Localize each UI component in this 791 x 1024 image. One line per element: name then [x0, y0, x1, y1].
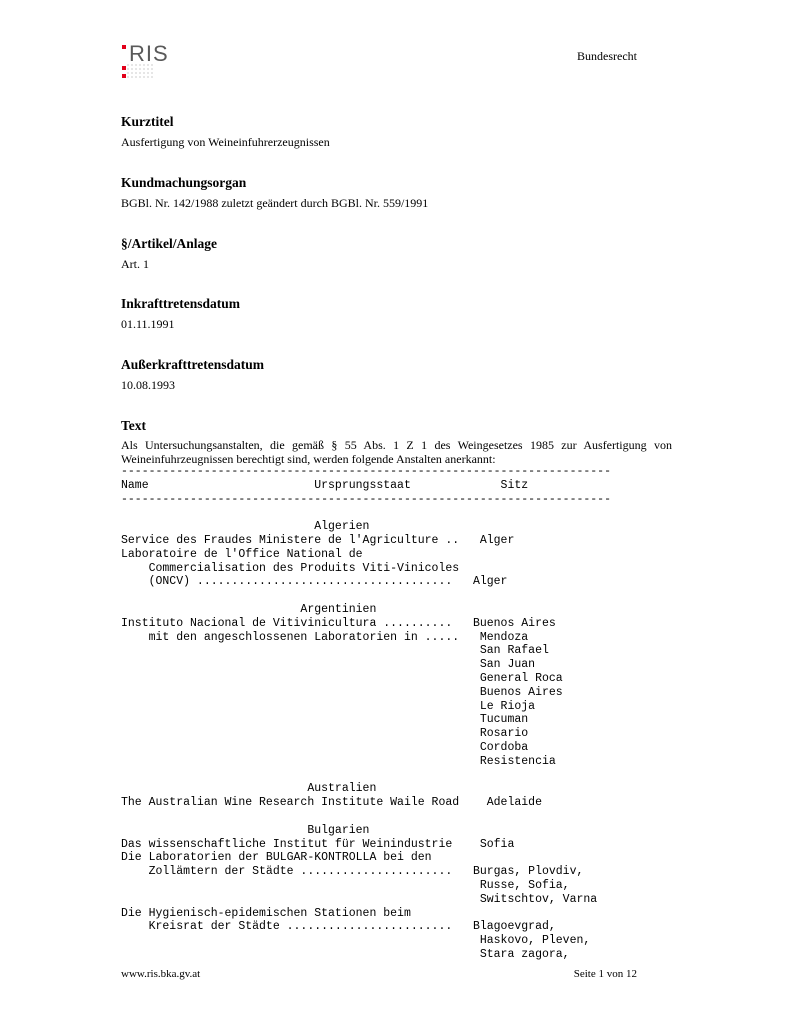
ris-logo — [121, 42, 181, 82]
table-line — [121, 589, 611, 603]
field-kurztitel — [121, 114, 673, 150]
table-line: Die Hygienisch-epidemischen Stationen beim — [121, 906, 411, 920]
table-line: Rosario — [121, 727, 529, 741]
table-line: Zollämtern der Städte ...................... Burgas, Plovdiv, — [121, 865, 584, 879]
table-line: San Juan — [121, 658, 536, 672]
footer-page-number: Seite 1 von 12 — [573, 968, 637, 980]
table-line: Switschtov, Varna — [121, 892, 598, 906]
table-line: Kreisrat der Städte ........................ Blagoevgrad, — [121, 920, 556, 934]
table-line: Russe, Sofia, — [121, 878, 570, 892]
field-value: 01.11.1991 — [121, 317, 175, 331]
table-line: Resistencia — [121, 754, 556, 768]
table-line: Name Ursprungsstaat Sitz — [121, 478, 529, 492]
table-line: Commercialisation des Produits Viti-Vinicoles — [121, 561, 460, 575]
field-value: Art. 1 — [121, 257, 149, 271]
table-line: Das wissenschaftliche Institut für Weinindustrie Sofia — [121, 837, 515, 851]
footer-url[interactable]: www.ris.bka.gv.at — [121, 968, 201, 980]
field-label: §/Artikel/Anlage — [121, 236, 217, 251]
table-line: (ONCV) ..................................... Alger — [121, 575, 508, 589]
field-label: Außerkrafttretensdatum — [121, 357, 264, 372]
table-line — [121, 769, 611, 783]
table-line: Stara zagora, — [121, 947, 570, 961]
field-value: BGBl. Nr. 142/1988 zuletzt geändert durch BGBl. Nr. 559/1991 — [121, 196, 429, 210]
field-ausserkrafttretensdatum — [121, 357, 673, 393]
table-line: Laboratoire de l'Office National de — [121, 547, 363, 561]
table-line: Haskovo, Pleven, — [121, 934, 591, 948]
table-line: Le Rioja — [121, 699, 536, 713]
table-line: Buenos Aires — [121, 685, 563, 699]
logo-text: RIS — [129, 41, 169, 66]
text-intro: Als Untersuchungsanstalten, die gemäß § 55 Abs. 1 Z 1 des Weingesetzes 1985 zur Ausfertigung von Weineinfuhrzeugnissen berechtigt sind, werden folgende Anstalten anerkannt: — [121, 438, 672, 466]
table-line: Cordoba — [121, 740, 529, 754]
field-artikel — [121, 236, 673, 272]
table-line — [121, 506, 611, 520]
table-line: Tucuman — [121, 713, 529, 727]
table-line: The Australian Wine Research Institute Waile Road Adelaide — [121, 796, 542, 810]
table-line: ----------------------------------------------------------------------- — [121, 492, 611, 506]
table-line — [121, 810, 611, 824]
text-section-title: Text — [121, 418, 147, 433]
institutes-table — [121, 465, 611, 962]
text-section — [121, 418, 673, 434]
table-line: San Rafael — [121, 644, 549, 658]
header-category: Bundesrecht — [577, 49, 637, 63]
table-line: ----------------------------------------------------------------------- — [121, 465, 611, 478]
field-kundmachungsorgan — [121, 175, 673, 211]
table-line: Bulgarien — [121, 823, 370, 837]
table-line: Algerien — [121, 520, 370, 534]
table-line: Die Laboratorien der BULGAR-KONTROLLA bei den — [121, 851, 432, 865]
field-value: 10.08.1993 — [121, 378, 175, 392]
table-line: Argentinien — [121, 602, 377, 616]
table-line: General Roca — [121, 671, 563, 685]
table-line: Service des Fraudes Ministere de l'Agriculture .. Alger — [121, 533, 515, 547]
field-inkrafttretensdatum — [121, 296, 673, 332]
table-line: Instituto Nacional de Vitivinicultura .......... Buenos Aires — [121, 616, 556, 630]
field-label: Inkrafttretensdatum — [121, 296, 240, 311]
field-label: Kurztitel — [121, 114, 174, 129]
table-line: Australien — [121, 782, 377, 796]
field-label: Kundmachungsorgan — [121, 175, 247, 190]
field-value: Ausfertigung von Weineinfuhrerzeugnissen — [121, 135, 330, 149]
table-line: mit den angeschlossenen Laboratorien in ..... Mendoza — [121, 630, 529, 644]
